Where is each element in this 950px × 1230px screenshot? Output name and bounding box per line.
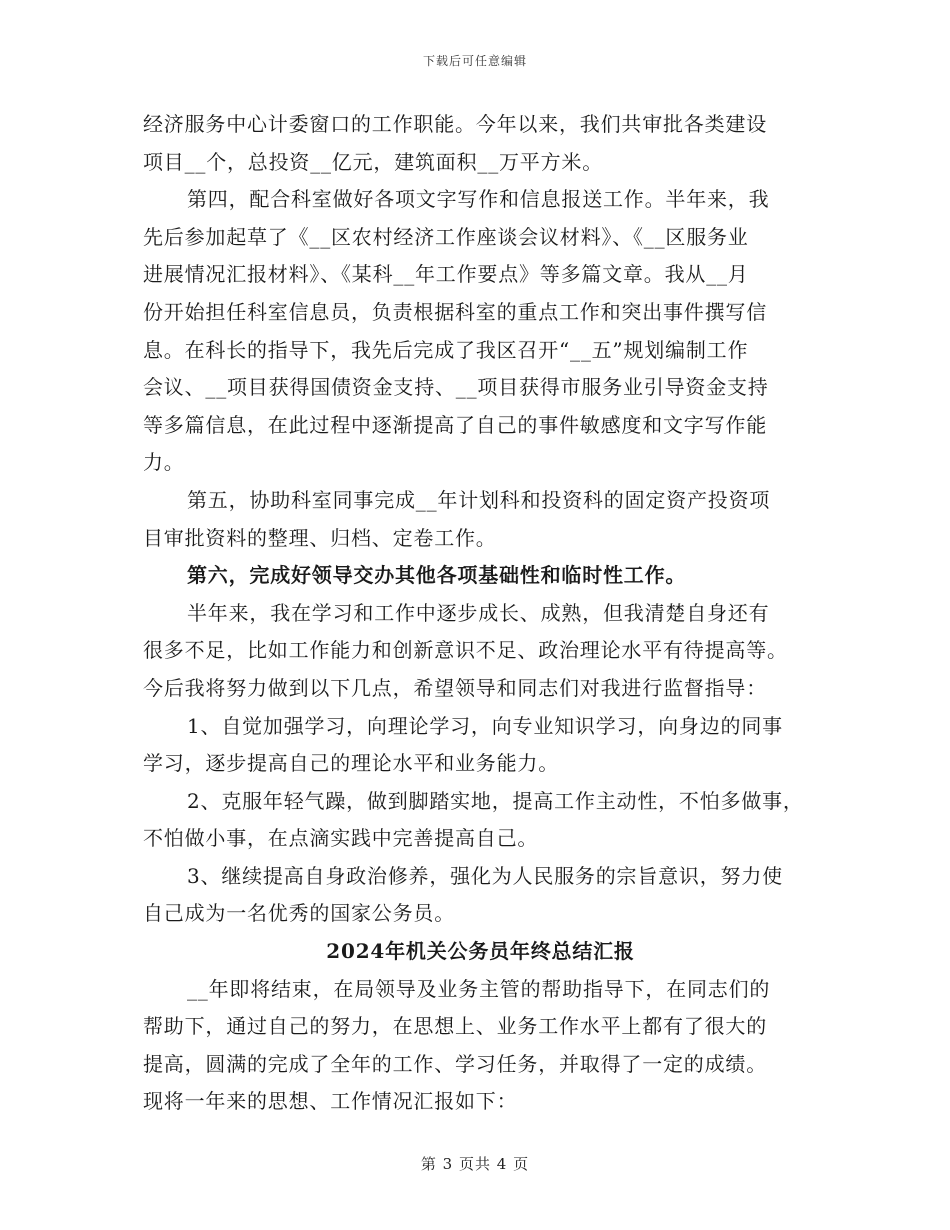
list-item-line: 不怕做小事，在点滴实践中完善提高自己。 [143,826,539,851]
page-header-note: 下载后可任意编辑 [422,54,527,68]
paragraph-line: 半年来，我在学习和工作中逐步成长、成熟，但我清楚自身还有 [187,600,770,625]
list-item-line: 1、自觉加强学习，向理论学习，向专业知识学习，向身边的同事 [187,713,783,738]
paragraph-line: 等多篇信息，在此过程中逐渐提高了自己的事件敏感度和文字写作能 [143,412,767,437]
paragraph-line: 第五，协助科室同事完成__年计划科和投资科的固定资产投资项 [187,487,771,512]
paragraph-line: 经济服务中心计委窗口的工作职能。今年以来，我们共审批各类建设 [143,112,767,136]
paragraph-line: 第四，配合科室做好各项文字写作和信息报送工作。半年来，我 [187,187,770,212]
section-title: 2024年机关公务员年终总结汇报 [326,939,635,964]
page-footer: 第 3 页共 4 页 [420,1155,530,1173]
paragraph-line: 会议、__项目获得国债资金支持、__项目获得市服务业引导资金支持 [143,375,769,400]
document-body [143,106,808,1121]
list-item-line: 2、克服年轻气躁，做到脚踏实地，提高工作主动性，不怕多做事， [187,788,804,813]
paragraph-line: 很多不足，比如工作能力和创新意识不足、政治理论水平有待提高等。 [143,638,788,663]
paragraph-line: 帮助下，通过自己的努力，在思想上、业务工作水平上都有了很大的 [143,1014,767,1039]
list-item-line: 3、继续提高自身政治修养，强化为人民服务的宗旨意识，努力使 [187,863,783,888]
paragraph-line: 今后我将努力做到以下几点，希望领导和同志们对我进行监督指导： [143,675,767,700]
list-item-line: 学习，逐步提高自己的理论水平和业务能力。 [143,751,559,776]
paragraph-line: 现将一年来的思想、工作情况汇报如下： [143,1089,518,1114]
paragraph-line: 目审批资料的整理、归档、定卷工作。 [143,525,497,550]
paragraph-line: 力。 [143,450,185,475]
list-item-line: 自己成为一名优秀的国家公务员。 [143,901,455,926]
paragraph-line: 提高，圆满的完成了全年的工作、学习任务，并取得了一定的成绩。 [143,1051,767,1076]
paragraph-line: __年即将结束，在局领导及业务主管的帮助指导下，在同志们的 [187,976,771,1001]
paragraph-line: 项目__个，总投资__亿元，建筑面积__万平方米。 [143,149,603,174]
bold-heading-line: 第六，完成好领导交办其他各项基础性和临时性工作。 [187,563,687,588]
paragraph-line: 份开始担任科室信息员，负责根据科室的重点工作和突出事件撰写信 [143,299,767,324]
paragraph-line: 进展情况汇报材料》、《某科__年工作要点》等多篇文章。我从__月 [143,262,749,287]
paragraph-line: 先后参加起草了《__区农村经济工作座谈会议材料》、《__区服务业 [143,224,749,249]
paragraph-line: 息。在科长的指导下，我先后完成了我区召开“__五”规划编制工作 [143,337,749,362]
